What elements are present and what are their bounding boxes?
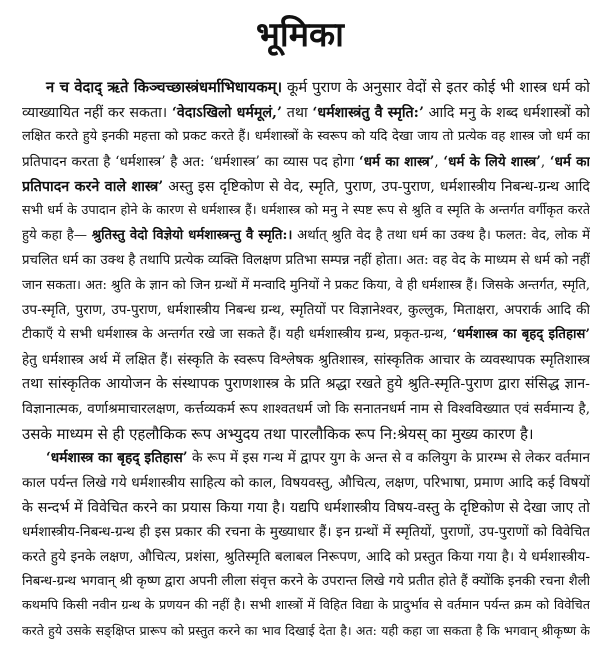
text-segment: उसके माध्यम से ही एहलौकिक रूप अभ्युदय तथा पारलौकिक रूप नि:श्रेयस् का मुख्य कारण है। <box>22 424 534 443</box>
text-segment: उप-स्मृति, पुराण, उप-पुराण, धर्मशास्त्रीय निबन्ध ग्रन्थ, स्मृतियों पर विज्ञानेश्वर, कुल्लुक, मिताक्षरा, अपरार्क आदि की <box>22 302 590 319</box>
paragraph <box>22 446 590 644</box>
text-line <box>22 150 590 175</box>
text-segment: सभी धर्म के उपादान होने के कारण से धर्मशास्त्र हैं। धर्मशास्त्र को मनु ने स्पष्ट रूप से श्रुति व स्मृति के अन्तर्गत वर्गीकृत करते <box>22 203 590 219</box>
page-title: भूमिका <box>256 15 344 55</box>
bold-quote: ‘धर्मशास्त्र का बृहद् इतिहास’ <box>452 326 590 342</box>
text-segment: विज्ञानात्मक, वर्णाश्रमाचारलक्षण, कर्त्तव्यकर्म रूप शाश्वतधर्म जो कि सनातनधर्म नाम से विश्वविख्यात एवं सर्वमान्य है, <box>22 400 590 417</box>
text-line <box>22 446 590 471</box>
text-segment: प्रतिपादन करता है ‘धर्मशास्त्र’ है अत: ‘धर्मशास्त्र’ का व्यास पद होगा <box>22 154 360 171</box>
text-line <box>22 397 590 422</box>
bold-quote: ‘धर्म का <box>549 154 590 171</box>
text-line <box>22 471 590 496</box>
text-segment: टीकाएँ ये सभी धर्मशास्त्र के अन्तर्गत रखे जा सकते हैं। यही धर्मशास्त्रीय ग्रन्थ, प्रकृत-ग्रन्थ, <box>22 326 453 342</box>
text-segment: धर्मशास्त्रीय-निबन्ध-ग्रन्थ ही इस प्रकार की रचना के मुख्याधार हैं। इन ग्रन्थों में स्मृतियों, पुराणों, उप-पुराणों को विवेचित <box>22 524 590 541</box>
text-segment: हुये कहा है— <box>22 228 92 244</box>
text-line <box>22 348 590 373</box>
text-segment: हेतु धर्मशास्त्र अर्थ में लक्षित हैं। संस्कृति के स्वरूप विश्लेषक श्रुतिशास्त्र, सांस्कृतिक आचार के व्यवस्थापक स्मृतिशास्त्र <box>22 351 590 368</box>
text-line <box>22 101 590 126</box>
text-line <box>22 594 590 619</box>
text-line <box>22 496 590 521</box>
text-segment: काल पर्यन्त लिखे गये धर्मशास्त्रीय साहित्य को काल, विषयवस्तु, औचित्य, लक्षण, परिभाषा, प्रमाण आदि कई विषयों <box>22 475 590 491</box>
text-line <box>22 125 590 150</box>
bold-quote: ‘वेदाऽखिलो धर्ममूलं,’ <box>171 104 282 121</box>
text-segment: प्रचलित धर्म का उक्थ है तथापि प्रत्येक व्यक्ति विलक्षण प्रतिभा सम्पन्न नहीं होता। अत: वह वेद के माध्यम से धर्म को नहीं <box>22 252 590 268</box>
text-line <box>22 274 590 299</box>
text-line <box>22 422 590 447</box>
text-segment: जान सकता। अत: श्रुति के ज्ञान को जिन ग्रन्थों में मन्वादि मुनियों ने प्रकट किया, वे ही धर्मशास्त्र हैं। जिसके अन्तर्गत, स्मृति, <box>22 277 590 293</box>
bold-quote: श्रुतिस्तु वेदो विज्ञेयो धर्मशास्त्रन्तु वै स्मृति:। <box>91 228 293 244</box>
text-segment: अस्तु इस दृष्टिकोण से वेद, स्मृति, पुराण, उप-पुराण, धर्मशास्त्रीय निबन्ध-ग्रन्थ आदि <box>163 178 590 195</box>
text-segment: , <box>434 154 444 171</box>
text-line <box>22 372 590 397</box>
text-segment: आदि मनु के शब्द धर्मशास्त्रों को <box>423 104 590 121</box>
text-segment: के सन्दर्भ में विवेचित करने का प्रयास किया गया है। यद्यपि धर्मशास्त्रीय विषय-वस्तु के दृष्टिकोण से देखा जाए तो <box>22 499 590 516</box>
bold-quote: न च वेदाद् ऋते किञ्चच्छास्त्रंधर्माभिधायकम्। <box>46 79 283 96</box>
text-segment: तथा सांस्कृतिक आयोजन के संस्थापक पुराणशास्त्र के प्रति श्रद्धा रखते हुये श्रुति-स्मृति-पुराण द्वारा संसिद्ध ज्ञान- <box>22 376 590 393</box>
text-segment: व्याख्यायित नहीं कर सकता। <box>22 104 172 121</box>
text-segment: करते हुये उसके सङ्क्षिप्त प्रारूप को प्रस्तुत करने का भाव दिखाई देता है। अत: यही कहा जा सकता है कि भगवान् श्रीकृष्ण के <box>22 623 590 639</box>
bold-quote: प्रतिपादन करने वाले शास्त्र’ <box>22 178 164 195</box>
text-line <box>22 199 590 224</box>
bold-quote: ‘धर्मशास्त्र का बृहद् इतिहास’ <box>46 450 188 467</box>
paragraph <box>22 76 590 446</box>
text-segment: के रूप में इस गन्थ में द्वापर युग के अन्त से व कलियुग के प्रारम्भ से लेकर वर्तमान <box>187 450 590 467</box>
text-segment: कथमपि किसी नवीन ग्रन्थ के प्रणयन की नहीं है। सभी शास्त्रों में विहित विद्या के प्रादुर्भाव से वर्तमान पर्यन्त क्रम को विवेचित <box>22 598 590 614</box>
bold-quote: ‘धर्मशास्त्रंतु वै स्मृति:’ <box>312 104 424 121</box>
text-line <box>22 175 590 200</box>
text-segment: कूर्म पुराण के अनुसार वेदों से इतर कोई भी शास्त्र धर्म को <box>282 79 590 96</box>
text-segment: तथा <box>281 104 313 121</box>
text-line <box>22 570 590 595</box>
text-segment: , <box>540 154 550 171</box>
text-line <box>22 224 590 249</box>
text-segment: अर्थात् श्रुति वेद है तथा धर्म का उक्थ है। फलत: वेद, लोक में <box>292 228 590 244</box>
body-text <box>22 76 590 644</box>
text-line <box>22 619 590 644</box>
text-segment: करते हुये इनके लक्षण, औचित्य, प्रशंसा, श्रुतिस्मृति बलाबल निरूपण, आदि को प्रस्तुत किया गया है। ये धर्मशास्त्रीय- <box>22 549 590 566</box>
text-line <box>22 323 590 348</box>
text-line <box>22 249 590 274</box>
text-segment: लक्षित करते हुये इनकी महत्ता को प्रकट करते हैं। धर्मशास्त्रों के स्वरूप को यदि देखा जाय तो प्रत्येक वह शास्त्र जो धर्म का <box>22 129 590 145</box>
text-segment: निबन्ध-ग्रन्थ भगवान् श्री कृष्ण द्वारा अपनी लीला संवृत्त करने के उपरान्त लिखे गये प्रतीत होते हैं क्योंकि इनकी रचना शैली <box>22 573 590 589</box>
text-line <box>22 76 590 101</box>
text-line <box>22 545 590 570</box>
text-line <box>22 298 590 323</box>
bold-quote: ‘धर्म के लिये शास्त्र’ <box>443 154 541 171</box>
bold-quote: ‘धर्म का शास्त्र’ <box>359 154 435 171</box>
text-line <box>22 520 590 545</box>
